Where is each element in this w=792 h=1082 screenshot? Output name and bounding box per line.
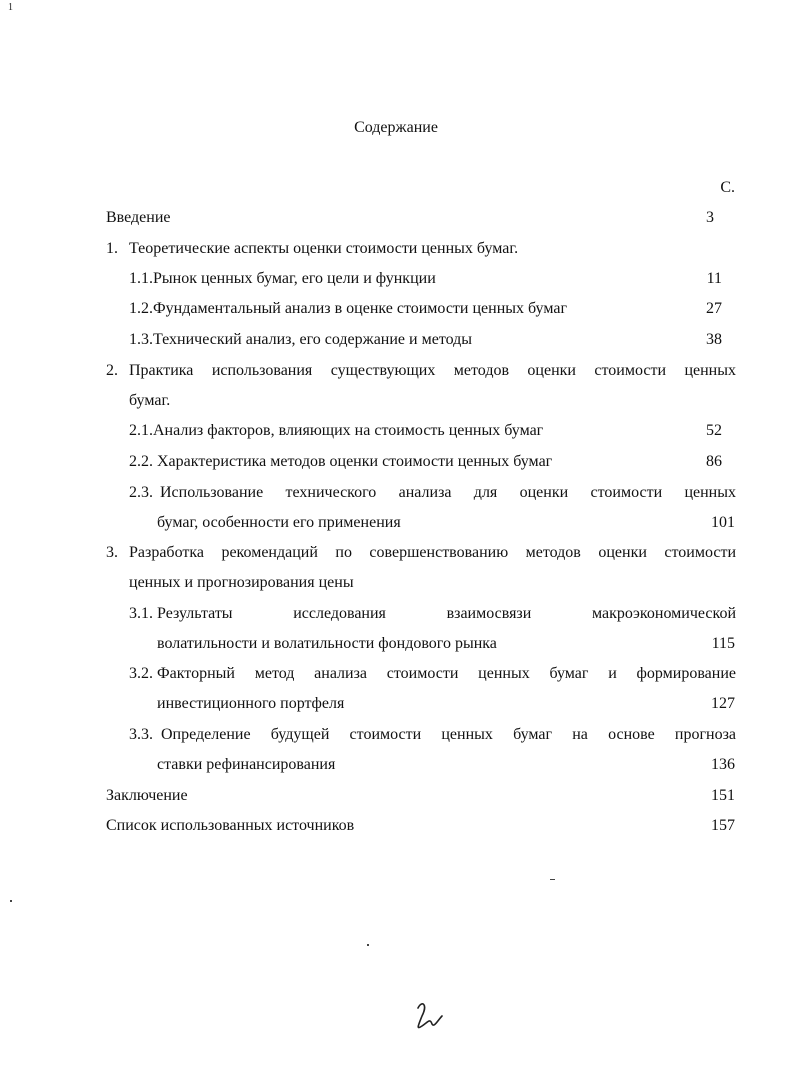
toc-title: Содержание (354, 119, 438, 136)
scan-speck (367, 944, 369, 946)
toc-section-1-2: 1.2.Фундаментальный анализ в оценке стоимости ценных бумаг (129, 300, 568, 317)
toc-section-3-3-line1: Определение будущей стоимости ценных бумаг на основе прогноза (161, 726, 736, 743)
toc-section-1-1: 1.1.Рынок ценных бумаг, его цели и функции (129, 270, 436, 287)
toc-chapter-2-num: 2. (106, 362, 118, 379)
scan-speck (10, 900, 12, 902)
toc-section-3-2-line1: Факторный метод анализа стоимости ценных бумаг и формирование (157, 665, 736, 682)
toc-section-1-3: 1.3.Технический анализ, его содержание и методы (129, 331, 473, 348)
handwritten-page-mark (408, 996, 448, 1036)
toc-entry-intro: Введение (106, 209, 171, 226)
toc-page-intro: 3 (706, 209, 714, 226)
toc-section-3-3-num: 3.3. (129, 726, 153, 743)
toc-page-3-3: 136 (711, 756, 735, 773)
toc-section-3-1-num: 3.1. (129, 605, 153, 622)
toc-section-2-3-line2: бумаг, особенности его применения (157, 514, 401, 531)
toc-section-3-2-num: 3.2. (129, 665, 153, 682)
toc-page-conclusion: 151 (711, 787, 735, 804)
toc-section-2-1: 2.1.Анализ факторов, влияющих на стоимость ценных бумаг (129, 422, 544, 439)
toc-section-2-2: 2.2. Характеристика методов оценки стоимости ценных бумаг (129, 453, 553, 470)
toc-page-3-1: 115 (711, 635, 735, 652)
toc-page-2-3: 101 (711, 514, 735, 531)
toc-page-1-2: 27 (706, 300, 722, 317)
page-column-label: С. (720, 179, 735, 196)
toc-entry-sources: Список использованных источников (106, 817, 355, 834)
corner-mark: 1 (8, 2, 13, 13)
toc-page-2-1: 52 (706, 422, 722, 439)
scan-speck (550, 879, 555, 880)
toc-section-3-1-line1: Результаты исследования взаимосвязи макроэкономической (157, 605, 736, 622)
toc-page-1-3: 38 (706, 331, 722, 348)
toc-chapter-2-title-line2: бумаг. (129, 392, 171, 409)
toc-section-3-3-line2: ставки рефинансирования (157, 756, 336, 773)
toc-chapter-3-title-line1: Разработка рекомендаций по совершенствованию методов оценки стоимости (129, 544, 736, 561)
toc-page-3-2: 127 (711, 695, 735, 712)
toc-chapter-3-num: 3. (106, 544, 118, 561)
toc-chapter-1-title: Теоретические аспекты оценки стоимости ценных бумаг. (129, 240, 519, 257)
toc-section-3-2-line2: инвестиционного портфеля (157, 695, 345, 712)
toc-page-1-1: 11 (706, 270, 722, 287)
toc-chapter-3-title-line2: ценных и прогнозирования цены (129, 574, 354, 591)
toc-section-2-3-num: 2.3. (129, 484, 153, 501)
toc-section-2-3-line1: Использование технического анализа для оценки стоимости ценных (160, 484, 736, 501)
toc-section-3-1-line2: волатильности и волатильности фондового рынка (157, 635, 497, 652)
toc-page-sources: 157 (711, 817, 735, 834)
toc-page-2-2: 86 (706, 453, 722, 470)
toc-entry-conclusion: Заключение (106, 787, 188, 804)
toc-chapter-2-title-line1: Практика использования существующих методов оценки стоимости ценных (129, 362, 736, 379)
toc-chapter-1-num: 1. (106, 240, 118, 257)
